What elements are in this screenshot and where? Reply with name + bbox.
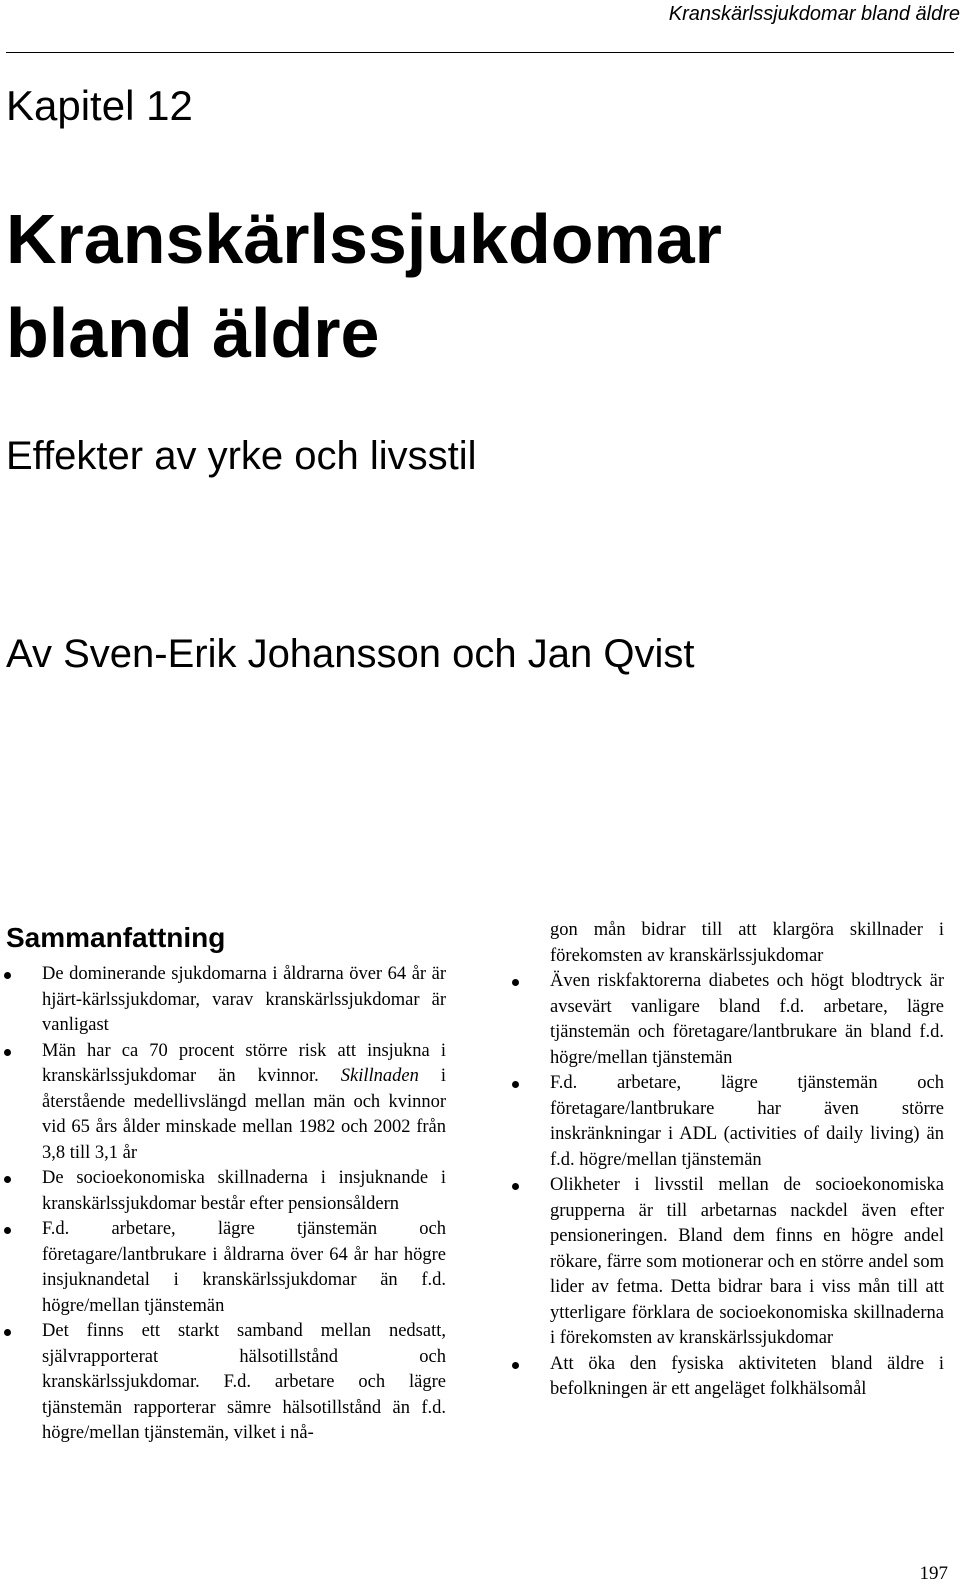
- summary-list-left: [0, 962, 446, 1447]
- summary-list-right: [508, 969, 944, 1403]
- bullet-icon: [512, 1362, 519, 1369]
- bullet-icon: [4, 1227, 11, 1234]
- summary-item-text: Män har ca 70 procent större risk att insjukna i kranskärlssjukdomar än kvinnor.: [42, 1040, 446, 1086]
- summary-item-text: De socioekonomiska skillnaderna i insjuknande i kranskärlssjukdomar består efter pensionsåldern: [42, 1168, 446, 1214]
- bullet-icon: [512, 979, 519, 986]
- chapter-title-line-1: Kranskärlssjukdomar: [6, 200, 722, 278]
- summary-item: [0, 962, 446, 1039]
- bullet-icon: [4, 972, 11, 979]
- summary-item-text: F.d. arbetare, lägre tjänstemän och företagare/lantbrukare har även större inskränkningar i ADL (activities of daily living) än f.d. högre/mellan tjänstemän: [550, 1073, 944, 1170]
- summary-item: [0, 1166, 446, 1217]
- chapter-subtitle: Effekter av yrke och livsstil: [6, 434, 477, 478]
- chapter-title: [6, 192, 946, 380]
- summary-item-text: Det finns ett starkt samband mellan nedsatt, självrapporterat hälsotillstånd och kranskärlssjukdomar. F.d. arbetare och lägre tjänstemän rapporterar sämre hälsotillstånd än f.d. högre/mellan tjänstemän, vilket i nå-: [42, 1321, 446, 1443]
- bullet-icon: [4, 1176, 11, 1183]
- summary-item-text: i återstående medellivslängd mellan män och kvinnor vid 65 års ålder minskade mellan 1982 och 2002 från 3,8 till 3,1 år: [42, 1066, 447, 1163]
- chapter-label: Kapitel 12: [6, 82, 193, 129]
- bullet-icon: [4, 1049, 11, 1056]
- summary-item-text: F.d. arbetare, lägre tjänstemän och företagare/lantbrukare i åldrarna över 64 år har högre insjuknandetal i kranskärlssjukdomar än f.d. högre/mellan tjänstemän: [42, 1219, 446, 1316]
- summary-item: [0, 1217, 446, 1319]
- summary-column-right: [508, 918, 944, 1403]
- summary-item-text: Även riskfaktorerna diabetes och högt blodtryck är avsevärt vanligare bland f.d. arbetare, lägre tjänstemän och företagare/lantbrukare än bland f.d. högre/mellan tjänstemän: [550, 971, 944, 1068]
- summary-heading: Sammanfattning: [6, 922, 226, 953]
- chapter-title-line-2: bland äldre: [6, 294, 380, 372]
- running-header: Kranskärlssjukdomar bland äldre: [668, 3, 960, 25]
- summary-item-text: De dominerande sjukdomarna i åldrarna över 64 år är hjärt-kärlssjukdomar, varav kranskärlssjukdomar är vanligast: [42, 964, 446, 1035]
- summary-column-left: [0, 962, 446, 1447]
- header-divider: [6, 52, 954, 53]
- summary-item-text: Att öka den fysiska aktiviteten bland äldre i befolkningen är ett angeläget folkhälsomål: [550, 1353, 944, 1399]
- summary-item-emphasis: Skillnaden: [340, 1066, 419, 1086]
- summary-item: [0, 1039, 446, 1167]
- author-byline: Av Sven-Erik Johansson och Jan Qvist: [6, 632, 695, 676]
- page-number: 197: [919, 1563, 948, 1584]
- summary-item: [0, 1319, 446, 1447]
- bullet-icon: [4, 1329, 11, 1336]
- summary-item-continuation: gon mån bidrar till att klargöra skillnader i förekomsten av kranskärlssjukdomar: [550, 920, 944, 966]
- summary-item: [508, 969, 944, 1071]
- summary-item: [508, 1352, 944, 1403]
- bullet-icon: [512, 1183, 519, 1190]
- summary-item: [508, 1173, 944, 1352]
- summary-item: [508, 1071, 944, 1173]
- bullet-icon: [512, 1081, 519, 1088]
- summary-item-text: Olikheter i livsstil mellan de socioekonomiska grupperna är till arbetarnas nackdel även efter pensioneringen. Bland dem finns en högre andel rökare, färre som motionerar och en större andel som lider av fetma. Detta bidrar bara i viss mån till att ytterligare förklara de socioekonomiska skillnaderna i förekomsten av kranskärlssjukdomar: [550, 1175, 944, 1348]
